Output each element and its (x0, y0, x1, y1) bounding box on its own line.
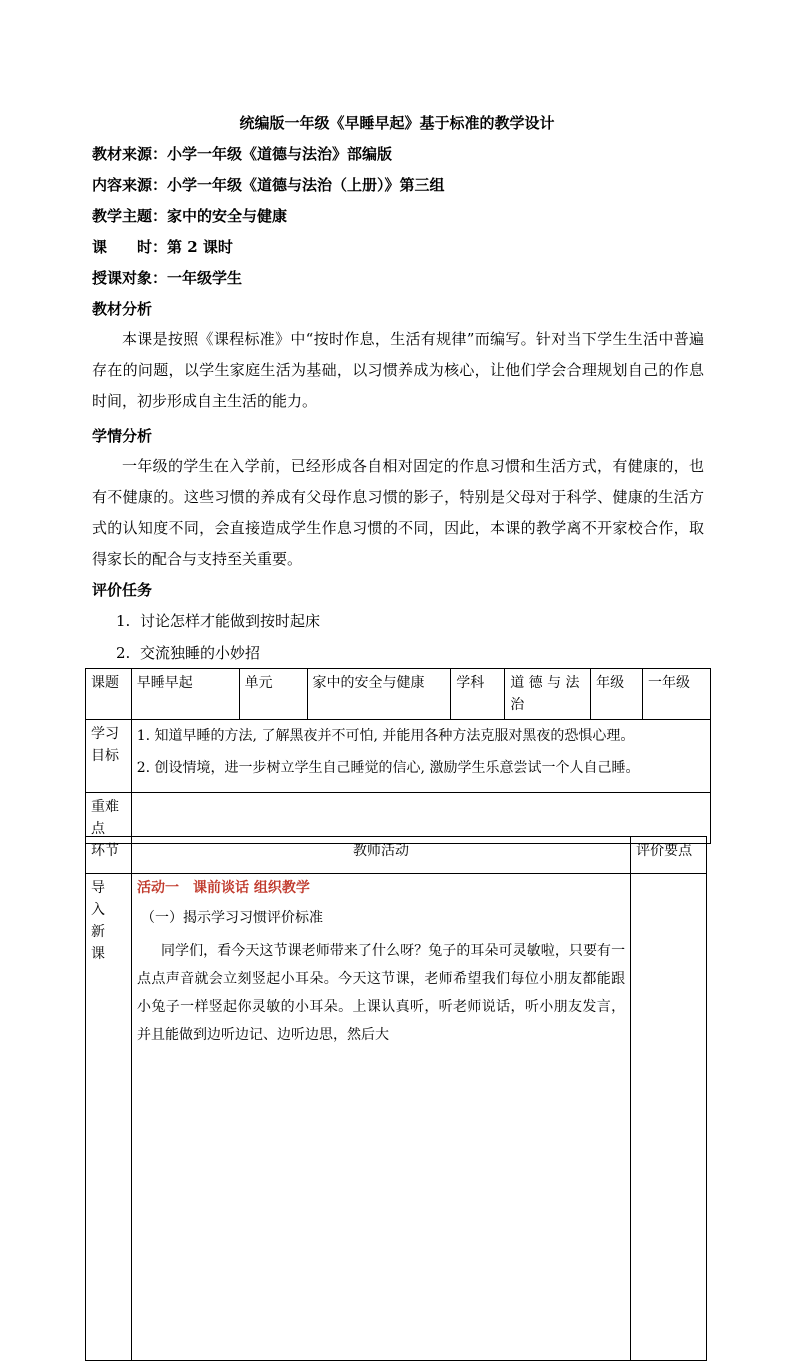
meta-theme: 教学主题：家中的安全与健康 (92, 207, 288, 225)
lesson-label: 课题 (86, 669, 132, 720)
meta-period: 课 时：第 2 课时 (92, 238, 233, 256)
evaluation-heading: 评价任务 (92, 581, 153, 599)
key-points-label: 重难点 (86, 793, 132, 844)
goals-label: 学习目标 (86, 720, 132, 793)
unit-label: 单元 (239, 669, 307, 720)
meta-audience: 授课对象：一年级学生 (92, 269, 243, 287)
goal-item: 2. 创设情境，进一步树立学生自己睡觉的信心, 激励学生乐意尝试一个人自己睡。 (136, 760, 640, 776)
analysis-text: 本课是按照《课程标准》中“按时作息，生活有规律”而编写。针对当下学生生活中普遍存在的问题，以学生家庭生活为基础，以习惯养成为核心，让他们学会合理规划自己的作息时间，初步形成自主生活的能力。 (92, 330, 704, 410)
analysis-heading: 教材分析 (92, 300, 153, 318)
activity-title: 活动一 课前谈话 组织教学 (136, 880, 310, 896)
goal-item: 1. 知道早睡的方法, 了解黑夜并不可怕, 并能用各种方法克服对黑夜的恐惧心理。 (136, 728, 635, 744)
lesson-info-table (85, 668, 711, 844)
activity-subtitle: （一）揭示学习习惯评价标准 (140, 910, 323, 926)
eval-points-cell (631, 874, 707, 1361)
stage-cell: 导入新课 (86, 874, 132, 1361)
task-number: 1. (116, 612, 131, 630)
stage-column-header: 环节 (86, 837, 132, 874)
learner-text: 一年级的学生在入学前，已经形成各自相对固定的作息习惯和生活方式，有健康的，也有不健康的。这些习惯的养成有父母作息习惯的影子，特别是父母对于科学、健康的生活方式的认知度不同，会直接造成学生作息习惯的不同，因此，本课的教学离不开家校合作，取得家长的配合与支持至关重要。 (92, 457, 704, 568)
learner-heading: 学情分析 (92, 427, 153, 445)
subject-value: 道 德 与 法 治 (505, 669, 591, 720)
activity-body: 同学们，看今天这节课老师带来了什么呀？兔子的耳朵可灵敏啦，只要有一点点声音就会立刻竖起小耳朵。今天这节课，老师希望我们每位小朋友都能跟小兔子一样竖起你灵敏的小耳朵。上课认真听，听老师说话，听小朋友发言，并且能做到边听边记、边听边思，然后大 (136, 943, 626, 1043)
teacher-activity-cell (131, 874, 630, 1361)
meta-content: 内容来源：小学一年级《道德与法治（上册）》第三组 (92, 176, 445, 194)
evaluation-task (116, 642, 260, 664)
eval-column-header: 评价要点 (631, 837, 707, 874)
goals-cell (131, 720, 710, 793)
task-text: 交流独睡的小妙招 (140, 644, 261, 662)
meta-source: 教材来源：小学一年级《道德与法治》部编版 (92, 145, 393, 163)
teaching-process-table (85, 836, 707, 1361)
grade-label: 年级 (591, 669, 643, 720)
grade-value: 一年级 (643, 669, 711, 720)
lesson-value: 早睡早起 (131, 669, 239, 720)
task-text: 讨论怎样才能做到按时起床 (140, 612, 321, 630)
document-title: 统编版一年级《早睡早起》基于标准的教学设计 (239, 114, 555, 132)
teacher-column-header: 教师活动 (131, 837, 630, 874)
evaluation-task (116, 610, 320, 632)
subject-label: 学科 (451, 669, 505, 720)
unit-value: 家中的安全与健康 (307, 669, 451, 720)
task-number: 2. (116, 644, 131, 662)
